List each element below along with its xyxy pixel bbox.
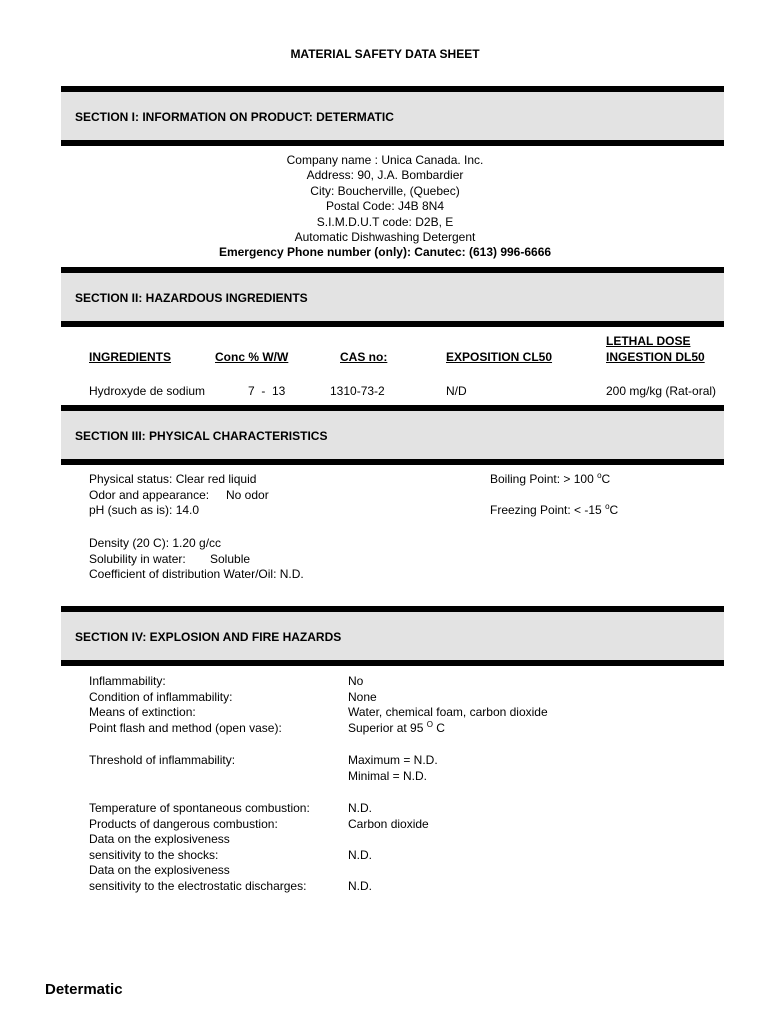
physical-status: Physical status: Clear red liquid bbox=[89, 472, 257, 486]
col-header-exposition: EXPOSITION CL50 bbox=[446, 350, 553, 364]
flash-label: Point flash and method (open vase): bbox=[89, 720, 282, 735]
explosive1-value: N.D. bbox=[348, 847, 372, 862]
document-title: MATERIAL SAFETY DATA SHEET bbox=[290, 47, 480, 61]
section-4-title: SECTION IV: EXPLOSION AND FIRE HAZARDS bbox=[75, 630, 342, 644]
explosive1-label-2: sensitivity to the shocks: bbox=[89, 847, 219, 862]
company-postal-code: Postal Code: J4B 8N4 bbox=[325, 199, 445, 214]
section-2-header bbox=[61, 267, 724, 327]
solubility-value: Soluble bbox=[210, 552, 251, 566]
col-header-lethal-2: INGESTION DL50 bbox=[606, 350, 705, 364]
section-3-header bbox=[61, 405, 724, 465]
flash-unit: C bbox=[432, 720, 445, 735]
inflammability-value: No bbox=[348, 674, 364, 688]
ingredient-exposition: N/D bbox=[446, 384, 467, 398]
section-2-title: SECTION II: HAZARDOUS INGREDIENTS bbox=[75, 291, 308, 305]
solubility-label: Solubility in water: bbox=[89, 552, 186, 566]
company-info bbox=[0, 153, 770, 261]
boiling-degree: o bbox=[597, 471, 602, 480]
col-header-lethal-1: LETHAL DOSE bbox=[606, 334, 691, 348]
section-3-title: SECTION III: PHYSICAL CHARACTERISTICS bbox=[75, 429, 328, 443]
fire-values-1 bbox=[348, 674, 548, 736]
flash-degree: O bbox=[426, 719, 433, 729]
freezing-degree: o bbox=[605, 502, 610, 511]
explosive2-label-2: sensitivity to the electrostatic discharges: bbox=[89, 878, 307, 893]
products-label: Products of dangerous combustion: bbox=[89, 816, 278, 831]
explosive2-label-1: Data on the explosiveness bbox=[89, 863, 230, 878]
fire-labels-2 bbox=[89, 801, 310, 895]
explosive1-label-1: Data on the explosiveness bbox=[89, 832, 230, 847]
ph-value: pH (such as is): 14.0 bbox=[89, 503, 200, 517]
section-1-title: SECTION I: INFORMATION ON PRODUCT: DETERMATIC bbox=[75, 110, 394, 124]
fire-values-2 bbox=[348, 801, 429, 895]
flash-value bbox=[348, 721, 548, 737]
flash-value-text: Superior at 95 bbox=[348, 720, 427, 735]
coefficient: Coefficient of distribution Water/Oil: N.D. bbox=[89, 567, 304, 581]
density: Density (20 C): 1.20 g/cc bbox=[89, 536, 222, 550]
company-city: City: Boucherville, (Quebec) bbox=[310, 183, 460, 198]
condition-label: Condition of inflammability: bbox=[89, 689, 233, 704]
col-header-ingredients: INGREDIENTS bbox=[89, 350, 172, 364]
simdut-code: S.I.M.D.U.T code: D2B, E bbox=[316, 214, 454, 229]
company-name: Company name : Unica Canada. Inc. bbox=[286, 153, 484, 167]
col-header-cas: CAS no: bbox=[340, 350, 388, 364]
odor-value: No odor bbox=[226, 488, 269, 502]
section-1-header bbox=[61, 86, 724, 146]
threshold-max: Maximum = N.D. bbox=[348, 753, 438, 767]
inflammability-label: Inflammability: bbox=[89, 674, 166, 688]
threshold-values bbox=[348, 753, 438, 784]
condition-value: None bbox=[348, 689, 377, 704]
ingredient-name: Hydroxyde de sodium bbox=[89, 384, 206, 398]
boiling-point bbox=[490, 472, 610, 486]
spacer bbox=[348, 832, 429, 848]
means-label: Means of extinction: bbox=[89, 705, 196, 720]
ingredient-conc: 7 - 13 bbox=[248, 384, 286, 398]
means-value: Water, chemical foam, carbon dioxide bbox=[348, 705, 548, 720]
footer-product-name: Determatic bbox=[45, 981, 123, 998]
freezing-unit: C bbox=[609, 503, 619, 517]
ingredient-lethal-dose: 200 mg/kg (Rat-oral) bbox=[606, 384, 717, 398]
section-4-header bbox=[61, 606, 724, 666]
ingredient-cas: 1310-73-2 bbox=[330, 384, 385, 398]
freezing-point-text: Freezing Point: < -15 bbox=[490, 503, 606, 517]
boiling-unit: C bbox=[601, 472, 611, 486]
temp-label: Temperature of spontaneous combustion: bbox=[89, 801, 310, 815]
company-address: Address: 90, J.A. Bombardier bbox=[306, 168, 464, 183]
product-description: Automatic Dishwashing Detergent bbox=[294, 230, 476, 245]
col-header-conc: Conc % W/W bbox=[215, 350, 289, 364]
emergency-phone: Emergency Phone number (only): Canutec: (613) 996-6666 bbox=[218, 245, 552, 260]
threshold-min: Minimal = N.D. bbox=[348, 768, 428, 783]
products-value: Carbon dioxide bbox=[348, 816, 429, 831]
freezing-point bbox=[490, 503, 618, 517]
spacer bbox=[348, 863, 429, 879]
odor-label: Odor and appearance: bbox=[89, 488, 210, 502]
fire-labels-1 bbox=[89, 674, 282, 736]
threshold-label: Threshold of inflammability: bbox=[89, 753, 236, 767]
temp-value: N.D. bbox=[348, 801, 372, 815]
explosive2-value: N.D. bbox=[348, 878, 372, 893]
boiling-point-text: Boiling Point: > 100 bbox=[490, 472, 598, 486]
